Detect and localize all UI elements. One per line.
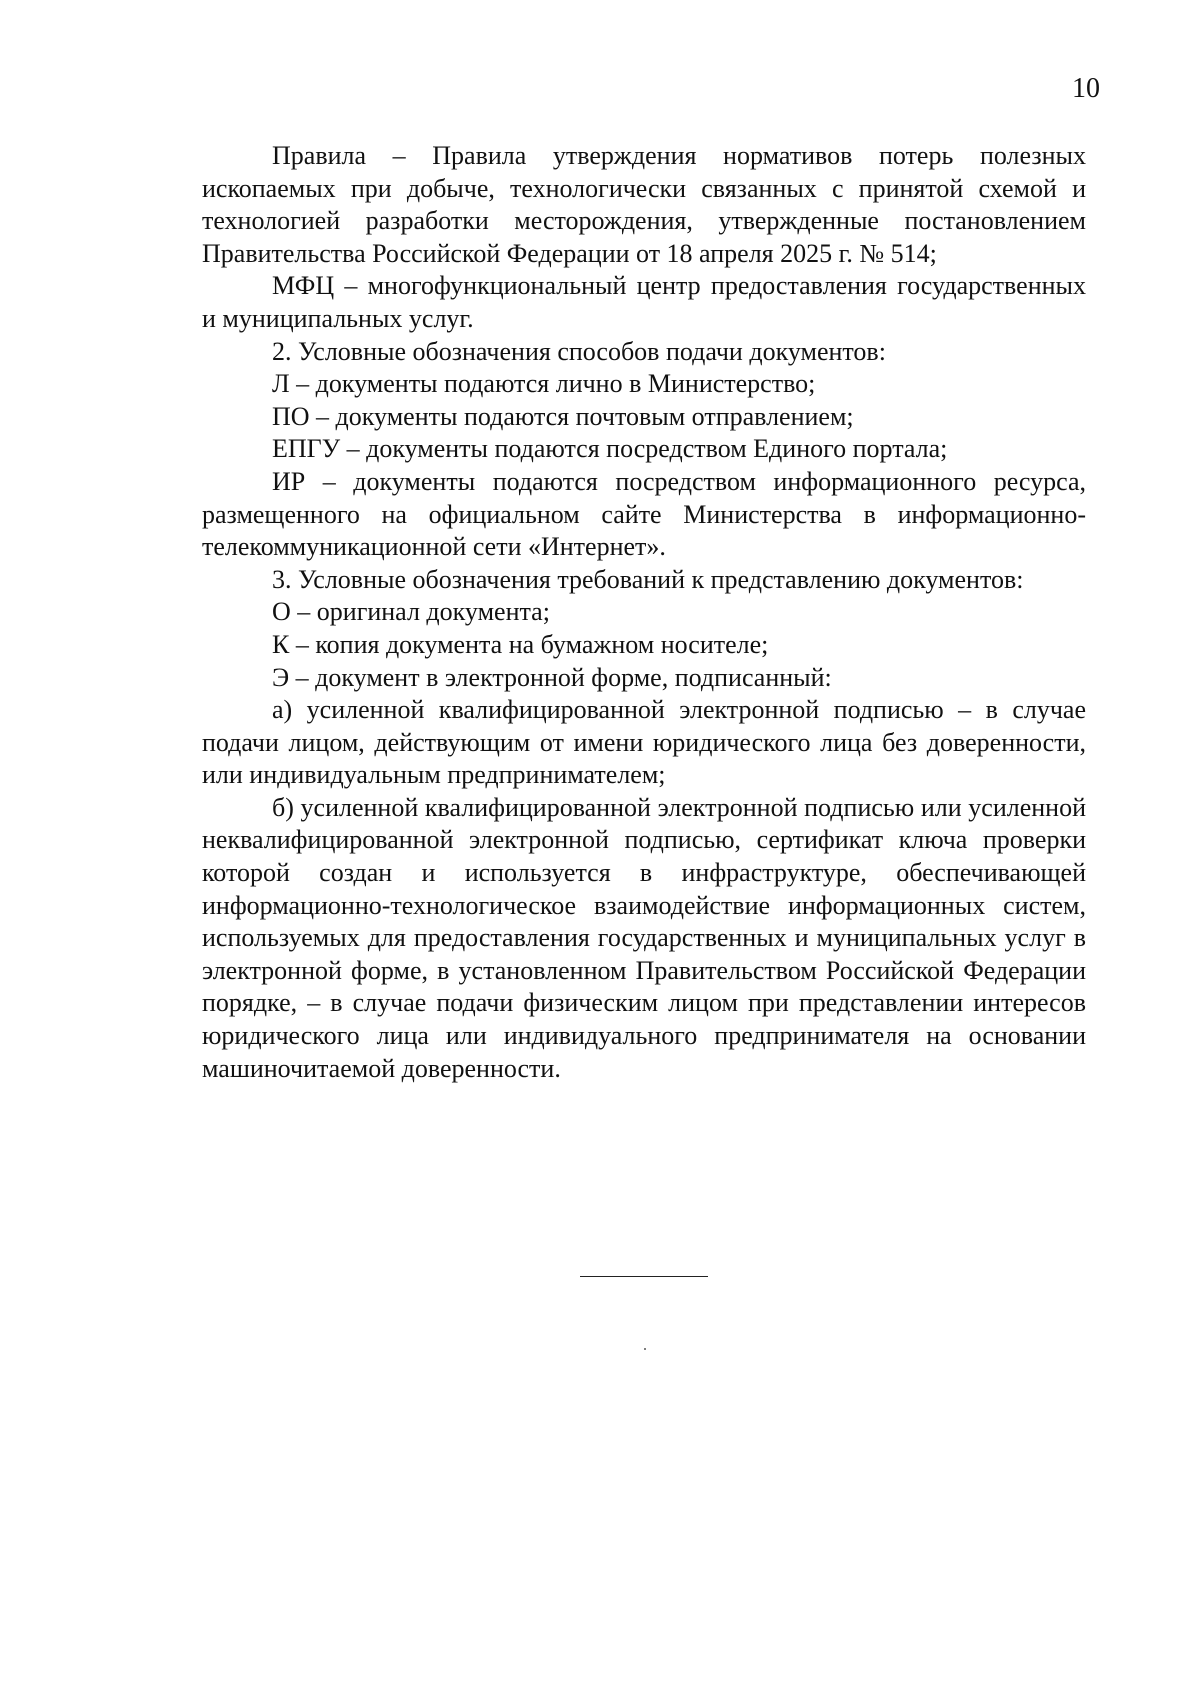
paragraph-requirement-o: О – оригинал документа; — [272, 597, 550, 627]
scan-speck — [644, 1348, 646, 1350]
document-body — [202, 140, 1086, 1085]
paragraph-requirement-e: Э – документ в электронной форме, подписанный: — [272, 662, 832, 692]
paragraph-subitem-a: а) усиленной квалифицированной электронной подписью – в случае подачи лицом, действующим от имени юридического лица без доверенности, или индивидуальным предпринимателем; — [202, 695, 1086, 790]
paragraph-method-po: ПО – документы подаются почтовым отправлением; — [272, 401, 854, 431]
end-of-text-rule — [580, 1276, 708, 1277]
paragraph-subitem-b: б) усиленной квалифицированной электронной подписью или усиленной неквалифицированной электронной подписью, сертификат ключа проверки которой создан и используется в инфраструктуре, обеспечивающей информационно-технологическое взаимодействие информационных систем, используемых для предоставления государственных и муниципальных услуг в электронной форме, в установленном Правительством Российской Федерации порядке, – в случае подачи физическим лицом при представлении интересов юридического лица или индивидуального предпринимателя на основании машиночитаемой доверенности. — [202, 792, 1086, 1083]
paragraph-definition-mfc: МФЦ – многофункциональный центр предоставления государственных и муниципальных услуг. — [202, 271, 1086, 333]
paragraph-definition-rules: Правила – Правила утверждения нормативов потерь полезных ископаемых при добыче, технологически связанных с принятой схемой и технологией разработки месторождения, утвержденные постановлением Правительства Российской Федерации от 18 апреля 2025 г. № 514; — [202, 141, 1086, 268]
paragraph-method-ir: ИР – документы подаются посредством информационного ресурса, размещенного на официальном сайте Министерства в информационно-телекоммуникационной сети «Интернет». — [202, 466, 1086, 562]
paragraph-section-3-heading: 3. Условные обозначения требований к представлению документов: — [272, 564, 1024, 594]
paragraph-section-2-heading: 2. Условные обозначения способов подачи документов: — [272, 336, 886, 366]
paragraph-method-epgu: ЕПГУ – документы подаются посредством Единого портала; — [272, 434, 948, 464]
paragraph-method-l: Л – документы подаются лично в Министерство; — [272, 369, 816, 399]
paragraph-requirement-k: К – копия документа на бумажном носителе; — [272, 629, 769, 659]
page-number: 10 — [1072, 73, 1100, 104]
